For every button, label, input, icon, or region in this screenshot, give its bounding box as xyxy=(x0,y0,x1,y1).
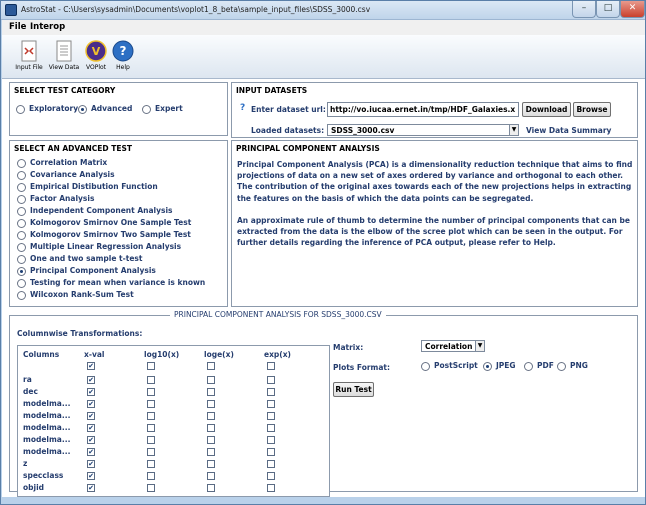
test-category-heading: SELECT TEST CATEGORY xyxy=(14,86,116,95)
menu-file[interactable]: File xyxy=(9,22,27,32)
transform-checkbox[interactable] xyxy=(147,484,155,492)
column-name: z xyxy=(23,459,28,468)
transform-checkbox[interactable] xyxy=(207,436,215,444)
test-option[interactable]: Kolmogorov Smirnov Two Sample Test xyxy=(17,230,191,240)
plot-format-option[interactable]: PDF xyxy=(524,361,554,371)
transform-checkbox[interactable] xyxy=(207,484,215,492)
column-name: modelma... xyxy=(23,411,71,420)
voplot-letter: V xyxy=(91,45,101,58)
column-header: exp(x) xyxy=(264,350,291,359)
menu-interop[interactable]: Interop xyxy=(30,22,66,32)
loaded-datasets-select[interactable]: SDSS_3000.csv ▼ xyxy=(327,124,519,136)
minimize-button[interactable]: – xyxy=(572,1,596,18)
menu-bar xyxy=(2,20,645,35)
input-file-label: Input File xyxy=(15,64,43,71)
test-option[interactable]: Wilcoxon Rank-Sum Test xyxy=(17,290,134,300)
category-exploratory[interactable]: Exploratory xyxy=(16,104,78,114)
select-all-checkbox[interactable]: ✔ xyxy=(88,362,94,370)
help-question-icon[interactable]: ? xyxy=(240,103,246,113)
dataset-url-input[interactable]: http://vo.iucaa.ernet.in/tmp/HDF_Galaxies.x xyxy=(327,102,519,117)
transform-checkbox[interactable]: ✔ xyxy=(88,424,94,432)
help-label: Help xyxy=(116,64,130,71)
download-button[interactable]: Download xyxy=(522,102,571,117)
transform-checkbox[interactable] xyxy=(267,472,275,480)
transform-checkbox[interactable] xyxy=(267,388,275,396)
radio-icon[interactable] xyxy=(421,362,430,371)
select-all-checkbox[interactable] xyxy=(147,362,155,370)
input-datasets-panel xyxy=(231,82,638,138)
radio-icon[interactable] xyxy=(17,243,26,252)
test-option[interactable]: Covariance Analysis xyxy=(17,170,115,180)
advanced-test-heading: SELECT AN ADVANCED TEST xyxy=(14,144,132,153)
pca-info-panel xyxy=(231,140,638,307)
pca-run-title: PRINCIPAL COMPONENT ANALYSIS FOR SDSS_3000.CSV xyxy=(170,310,386,319)
transform-checkbox[interactable] xyxy=(267,484,275,492)
transform-checkbox[interactable] xyxy=(267,400,275,408)
view-data-button[interactable] xyxy=(47,40,81,71)
transform-checkbox[interactable] xyxy=(147,376,155,384)
view-data-icon xyxy=(53,40,75,62)
columnwise-transform-label: Columnwise Transformations: xyxy=(17,329,143,338)
radio-icon[interactable] xyxy=(17,207,26,216)
radio-icon[interactable] xyxy=(17,231,26,240)
help-icon xyxy=(112,40,134,62)
transform-checkbox[interactable] xyxy=(267,424,275,432)
view-data-label: View Data xyxy=(48,64,80,71)
plot-format-option[interactable]: PostScript xyxy=(421,361,478,371)
column-header: Columns xyxy=(23,350,60,359)
run-test-button[interactable]: Run Test xyxy=(333,382,374,397)
input-file-button[interactable] xyxy=(12,40,46,71)
radio-icon[interactable] xyxy=(524,362,533,371)
column-name: ra xyxy=(23,375,32,384)
main-content xyxy=(2,79,645,497)
transform-checkbox[interactable] xyxy=(267,376,275,384)
test-option[interactable]: Testing for mean when variance is known xyxy=(17,278,205,288)
transform-checkbox[interactable] xyxy=(147,388,155,396)
transform-checkbox[interactable] xyxy=(207,472,215,480)
pca-paragraph-1: Principal Component Analysis (PCA) is a dimensionality reduction technique that aims to find projections of data on a new set of axes ordered by variance and orthogonal to each other. The contribution of the original axes towards each of the new projections helps in extracting the features on the basis of which the data points can be segregated. xyxy=(237,160,633,203)
column-name: modelma... xyxy=(23,435,71,444)
column-name: objid xyxy=(23,483,45,492)
radio-icon[interactable] xyxy=(483,362,492,371)
chevron-down-icon[interactable]: ▼ xyxy=(509,125,518,135)
transform-checkbox[interactable] xyxy=(147,412,155,420)
input-datasets-heading: INPUT DATASETS xyxy=(236,86,308,95)
browse-button[interactable]: Browse xyxy=(573,102,611,117)
transform-checkbox[interactable]: ✔ xyxy=(88,436,94,444)
radio-icon[interactable] xyxy=(17,195,26,204)
transform-checkbox[interactable]: ✔ xyxy=(88,400,94,408)
view-data-summary-link[interactable]: View Data Summary xyxy=(526,126,612,135)
test-option[interactable]: Empirical Distibution Function xyxy=(17,182,158,192)
transform-checkbox[interactable]: ✔ xyxy=(88,460,94,468)
radio-icon[interactable] xyxy=(17,159,26,168)
transform-checkbox[interactable]: ✔ xyxy=(88,448,94,456)
voplot-icon xyxy=(85,40,107,62)
test-option[interactable]: One and two sample t-test xyxy=(17,254,142,264)
transform-checkbox[interactable]: ✔ xyxy=(88,484,94,492)
advanced-test-panel xyxy=(9,140,228,307)
transform-checkbox[interactable] xyxy=(147,448,155,456)
radio-icon[interactable] xyxy=(17,219,26,228)
radio-icon[interactable] xyxy=(557,362,566,371)
transform-checkbox[interactable] xyxy=(267,448,275,456)
test-option[interactable]: Factor Analysis xyxy=(17,194,94,204)
column-header: x-val xyxy=(84,350,105,359)
pca-description xyxy=(237,159,639,248)
radio-icon[interactable] xyxy=(17,267,26,276)
help-letter: ? xyxy=(119,44,127,58)
maximize-button[interactable]: □ xyxy=(596,1,620,18)
transform-checkbox[interactable] xyxy=(207,448,215,456)
transform-checkbox[interactable] xyxy=(267,412,275,420)
transform-checkbox[interactable] xyxy=(267,436,275,444)
test-option[interactable]: Independent Component Analysis xyxy=(17,206,173,216)
transform-table[interactable] xyxy=(17,345,330,497)
plot-format-option[interactable]: JPEG xyxy=(483,361,516,371)
test-option[interactable]: Multiple Linear Regression Analysis xyxy=(17,242,181,252)
transform-checkbox[interactable] xyxy=(207,424,215,432)
toolbar xyxy=(2,35,645,79)
transform-checkbox[interactable] xyxy=(147,472,155,480)
column-name: modelma... xyxy=(23,423,71,432)
matrix-select[interactable]: Correlation ▼ xyxy=(421,340,485,352)
category-expert[interactable]: Expert xyxy=(142,104,183,114)
transform-checkbox[interactable] xyxy=(147,400,155,408)
select-all-checkbox[interactable] xyxy=(207,362,215,370)
transform-checkbox[interactable]: ✔ xyxy=(88,376,94,384)
matrix-label: Matrix: xyxy=(333,343,364,352)
pca-info-heading: PRINCIPAL COMPONENT ANALYSIS xyxy=(236,144,380,153)
transform-checkbox[interactable] xyxy=(207,376,215,384)
chevron-down-icon[interactable]: ▼ xyxy=(475,341,484,351)
transform-checkbox[interactable] xyxy=(147,436,155,444)
transform-checkbox[interactable]: ✔ xyxy=(88,412,94,420)
pca-paragraph-2: An approximate rule of thumb to determine the number of principal components that can be extracted from the data is the elbow of the scree plot which can be seen in the output. For further details regarding the inference of PCA output, please refer to Help. xyxy=(237,215,630,248)
transform-checkbox[interactable]: ✔ xyxy=(88,472,94,480)
pca-run-panel xyxy=(9,310,638,492)
radio-icon[interactable] xyxy=(78,105,87,114)
help-button[interactable] xyxy=(106,40,140,71)
transform-checkbox[interactable] xyxy=(147,460,155,468)
column-header: log10(x) xyxy=(144,350,180,359)
radio-icon[interactable] xyxy=(16,105,25,114)
column-name: modelma... xyxy=(23,399,71,408)
url-label: Enter dataset url: xyxy=(251,105,326,114)
category-advanced[interactable]: Advanced xyxy=(78,104,132,114)
column-name: dec xyxy=(23,387,38,396)
select-all-checkbox[interactable] xyxy=(267,362,275,370)
column-name: specclass xyxy=(23,471,64,480)
transform-checkbox[interactable] xyxy=(267,460,275,468)
close-button[interactable]: ✕ xyxy=(620,1,645,18)
test-option[interactable]: Kolmogorov Smirnov One Sample Test xyxy=(17,218,191,228)
radio-icon[interactable] xyxy=(17,183,26,192)
transform-checkbox[interactable] xyxy=(207,412,215,420)
voplot-label: VOPlot xyxy=(85,64,107,71)
transform-checkbox[interactable] xyxy=(147,424,155,432)
app-icon xyxy=(5,4,17,16)
column-name: modelma... xyxy=(23,447,71,456)
plot-format-option[interactable]: PNG xyxy=(557,361,588,371)
test-option[interactable]: Correlation Matrix xyxy=(17,158,107,168)
title-bar[interactable] xyxy=(1,1,645,20)
loaded-datasets-label: Loaded datasets: xyxy=(251,126,325,135)
column-header: loge(x) xyxy=(204,350,234,359)
radio-icon[interactable] xyxy=(17,255,26,264)
plots-format-label: Plots Format: xyxy=(333,363,391,372)
window-title: AstroStat - C:\Users\sysadmin\Documents\voplot1_8_beta\sample_input_files\SDSS_3000.csv xyxy=(21,5,371,14)
transform-checkbox[interactable] xyxy=(207,388,215,396)
transform-checkbox[interactable]: ✔ xyxy=(88,388,94,396)
input-file-icon xyxy=(18,40,40,62)
transform-checkbox[interactable] xyxy=(207,400,215,408)
transform-checkbox[interactable] xyxy=(207,460,215,468)
test-category-panel xyxy=(9,82,228,136)
radio-icon[interactable] xyxy=(17,291,26,300)
radio-icon[interactable] xyxy=(17,171,26,180)
test-option[interactable]: Principal Component Analysis xyxy=(17,266,156,276)
radio-icon[interactable] xyxy=(142,105,151,114)
radio-icon[interactable] xyxy=(17,279,26,288)
